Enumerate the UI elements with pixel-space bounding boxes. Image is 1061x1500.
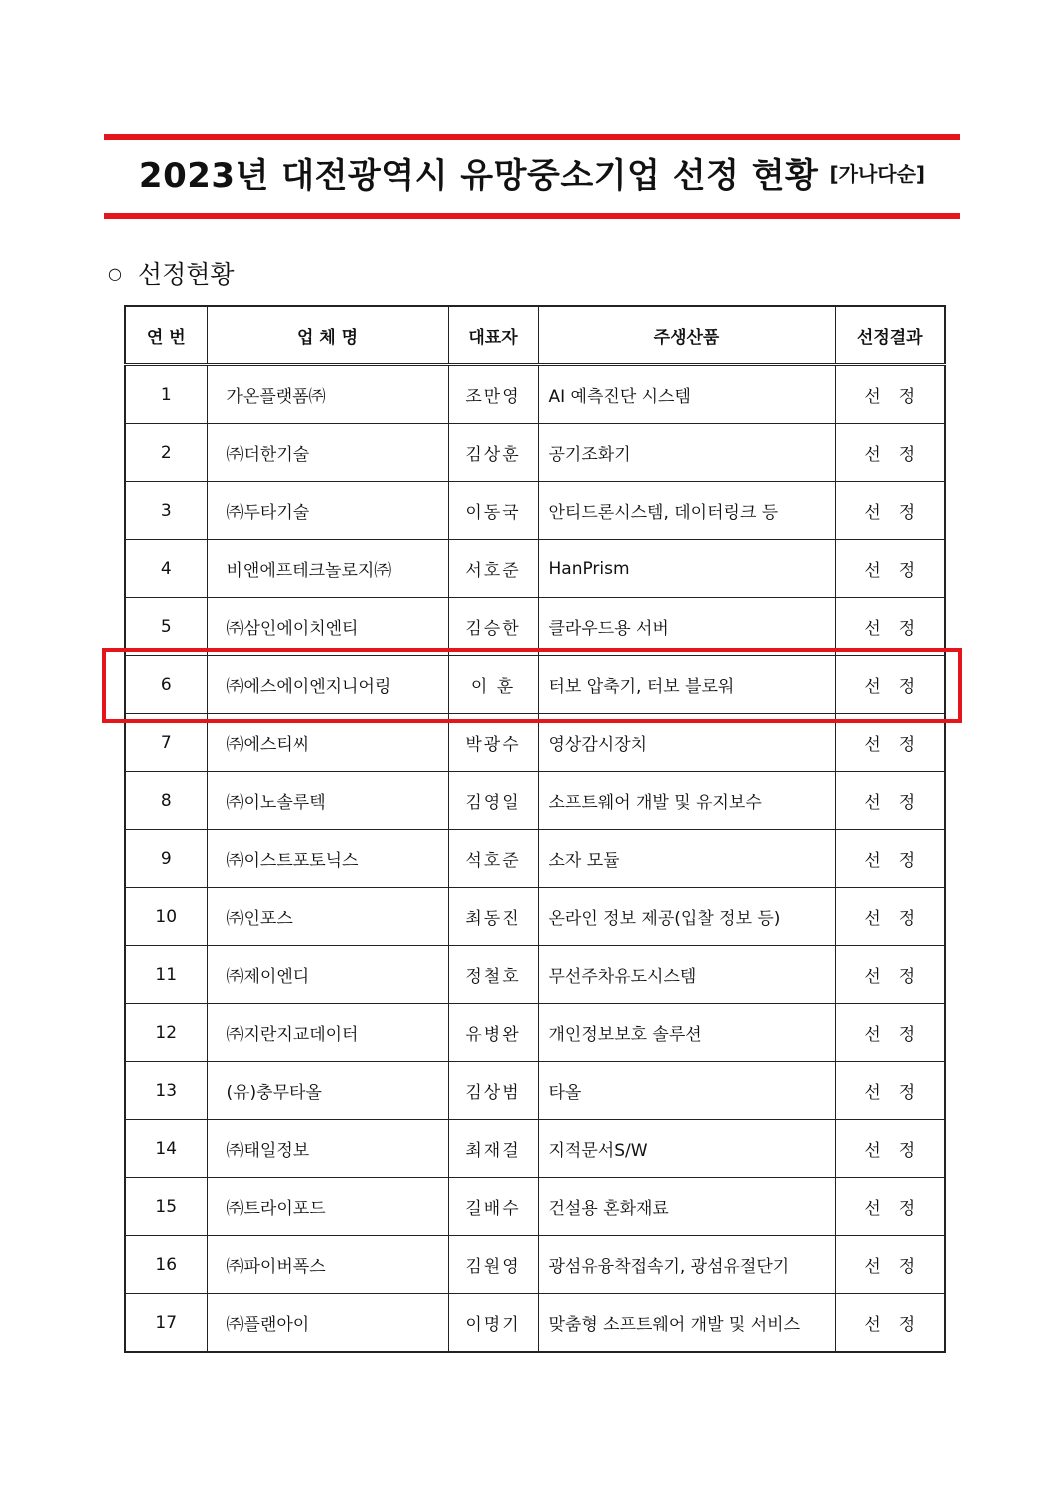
section-label: 선정현황 bbox=[137, 260, 235, 289]
table-row bbox=[125, 656, 945, 714]
cell-ceo: 박광수 bbox=[448, 714, 538, 772]
table-row bbox=[125, 714, 945, 772]
cell-ceo: 이 훈 bbox=[448, 656, 538, 714]
table-row bbox=[125, 598, 945, 656]
page-title bbox=[104, 148, 960, 206]
cell-product: 온라인 정보 제공(입찰 정보 등) bbox=[538, 888, 835, 946]
cell-no: 15 bbox=[125, 1178, 207, 1236]
table-header-row bbox=[125, 306, 945, 365]
cell-product: 소프트웨어 개발 및 유지보수 bbox=[538, 772, 835, 830]
cell-product: 클라우드용 서버 bbox=[538, 598, 835, 656]
cell-result: 선정 bbox=[835, 1236, 945, 1294]
cell-no: 9 bbox=[125, 830, 207, 888]
cell-product: 광섬유융착접속기, 광섬유절단기 bbox=[538, 1236, 835, 1294]
header-result: 선정결과 bbox=[835, 306, 945, 365]
cell-ceo: 이명기 bbox=[448, 1294, 538, 1353]
cell-no: 2 bbox=[125, 424, 207, 482]
cell-product: 개인정보보호 솔루션 bbox=[538, 1004, 835, 1062]
cell-ceo: 서호준 bbox=[448, 540, 538, 598]
table-row bbox=[125, 772, 945, 830]
cell-company: ㈜제이엔디 bbox=[207, 946, 448, 1004]
table-body bbox=[125, 365, 945, 1353]
cell-ceo: 조만영 bbox=[448, 365, 538, 424]
cell-product: AI 예측진단 시스템 bbox=[538, 365, 835, 424]
cell-ceo: 최재걸 bbox=[448, 1120, 538, 1178]
cell-company: ㈜이노솔루텍 bbox=[207, 772, 448, 830]
cell-company: ㈜트라이포드 bbox=[207, 1178, 448, 1236]
cell-company: 가온플랫폼㈜ bbox=[207, 365, 448, 424]
cell-result: 선정 bbox=[835, 540, 945, 598]
cell-company: ㈜에스에이엔지니어링 bbox=[207, 656, 448, 714]
cell-company: ㈜인포스 bbox=[207, 888, 448, 946]
title-main: 2023년 대전광역시 유망중소기업 선정 현황 bbox=[138, 156, 819, 196]
cell-result: 선정 bbox=[835, 1294, 945, 1353]
cell-ceo: 김영일 bbox=[448, 772, 538, 830]
cell-company: ㈜파이버폭스 bbox=[207, 1236, 448, 1294]
cell-result: 선정 bbox=[835, 1120, 945, 1178]
cell-ceo: 유병완 bbox=[448, 1004, 538, 1062]
header-product: 주생산품 bbox=[538, 306, 835, 365]
cell-no: 6 bbox=[125, 656, 207, 714]
cell-product: HanPrism bbox=[538, 540, 835, 598]
table-row bbox=[125, 1294, 945, 1353]
cell-ceo: 최동진 bbox=[448, 888, 538, 946]
cell-product: 타올 bbox=[538, 1062, 835, 1120]
cell-result: 선정 bbox=[835, 365, 945, 424]
cell-no: 16 bbox=[125, 1236, 207, 1294]
table-row bbox=[125, 888, 945, 946]
cell-company: ㈜두타기술 bbox=[207, 482, 448, 540]
table-row bbox=[125, 365, 945, 424]
cell-product: 공기조화기 bbox=[538, 424, 835, 482]
cell-result: 선정 bbox=[835, 714, 945, 772]
cell-company: ㈜태일정보 bbox=[207, 1120, 448, 1178]
cell-product: 안티드론시스템, 데이터링크 등 bbox=[538, 482, 835, 540]
cell-product: 소자 모듈 bbox=[538, 830, 835, 888]
cell-no: 14 bbox=[125, 1120, 207, 1178]
cell-ceo: 이동국 bbox=[448, 482, 538, 540]
cell-result: 선정 bbox=[835, 656, 945, 714]
cell-product: 터보 압축기, 터보 블로워 bbox=[538, 656, 835, 714]
table-row bbox=[125, 1062, 945, 1120]
cell-ceo: 김상훈 bbox=[448, 424, 538, 482]
cell-no: 13 bbox=[125, 1062, 207, 1120]
title-bottom-rule bbox=[104, 213, 960, 219]
cell-no: 12 bbox=[125, 1004, 207, 1062]
cell-result: 선정 bbox=[835, 946, 945, 1004]
cell-company: ㈜지란지교데이터 bbox=[207, 1004, 448, 1062]
cell-product: 영상감시장치 bbox=[538, 714, 835, 772]
cell-result: 선정 bbox=[835, 482, 945, 540]
cell-company: ㈜에스티씨 bbox=[207, 714, 448, 772]
cell-result: 선정 bbox=[835, 888, 945, 946]
table-row bbox=[125, 1178, 945, 1236]
cell-product: 건설용 혼화재료 bbox=[538, 1178, 835, 1236]
cell-product: 지적문서S/W bbox=[538, 1120, 835, 1178]
cell-product: 맞춤형 소프트웨어 개발 및 서비스 bbox=[538, 1294, 835, 1353]
cell-result: 선정 bbox=[835, 1004, 945, 1062]
header-ceo: 대표자 bbox=[448, 306, 538, 365]
table-row bbox=[125, 1120, 945, 1178]
table-row bbox=[125, 946, 945, 1004]
cell-result: 선정 bbox=[835, 830, 945, 888]
table-row bbox=[125, 482, 945, 540]
cell-company: 비앤에프테크놀로지㈜ bbox=[207, 540, 448, 598]
table-row bbox=[125, 424, 945, 482]
circle-bullet-icon: ○ bbox=[108, 263, 122, 283]
cell-company: ㈜삼인에이치엔티 bbox=[207, 598, 448, 656]
cell-result: 선정 bbox=[835, 424, 945, 482]
table-row bbox=[125, 1236, 945, 1294]
cell-result: 선정 bbox=[835, 772, 945, 830]
cell-ceo: 길배수 bbox=[448, 1178, 538, 1236]
cell-result: 선정 bbox=[835, 1062, 945, 1120]
cell-result: 선정 bbox=[835, 1178, 945, 1236]
header-company: 업 체 명 bbox=[207, 306, 448, 365]
cell-product: 무선주차유도시스템 bbox=[538, 946, 835, 1004]
cell-ceo: 정철호 bbox=[448, 946, 538, 1004]
cell-no: 3 bbox=[125, 482, 207, 540]
cell-ceo: 김원영 bbox=[448, 1236, 538, 1294]
cell-no: 8 bbox=[125, 772, 207, 830]
cell-no: 4 bbox=[125, 540, 207, 598]
table-row bbox=[125, 830, 945, 888]
title-sort-note: [가나다순] bbox=[829, 162, 926, 186]
cell-no: 11 bbox=[125, 946, 207, 1004]
cell-no: 1 bbox=[125, 365, 207, 424]
header-no: 연 번 bbox=[125, 306, 207, 365]
cell-ceo: 석호준 bbox=[448, 830, 538, 888]
cell-no: 7 bbox=[125, 714, 207, 772]
title-top-rule bbox=[104, 134, 960, 140]
table-row bbox=[125, 540, 945, 598]
section-heading bbox=[108, 255, 235, 291]
table-row bbox=[125, 1004, 945, 1062]
cell-company: ㈜더한기술 bbox=[207, 424, 448, 482]
cell-no: 17 bbox=[125, 1294, 207, 1353]
cell-ceo: 김상범 bbox=[448, 1062, 538, 1120]
cell-no: 5 bbox=[125, 598, 207, 656]
selection-table bbox=[124, 305, 946, 1353]
cell-result: 선정 bbox=[835, 598, 945, 656]
cell-ceo: 김승한 bbox=[448, 598, 538, 656]
cell-company: ㈜플랜아이 bbox=[207, 1294, 448, 1353]
cell-company: ㈜이스트포토닉스 bbox=[207, 830, 448, 888]
cell-no: 10 bbox=[125, 888, 207, 946]
cell-company: (유)충무타올 bbox=[207, 1062, 448, 1120]
